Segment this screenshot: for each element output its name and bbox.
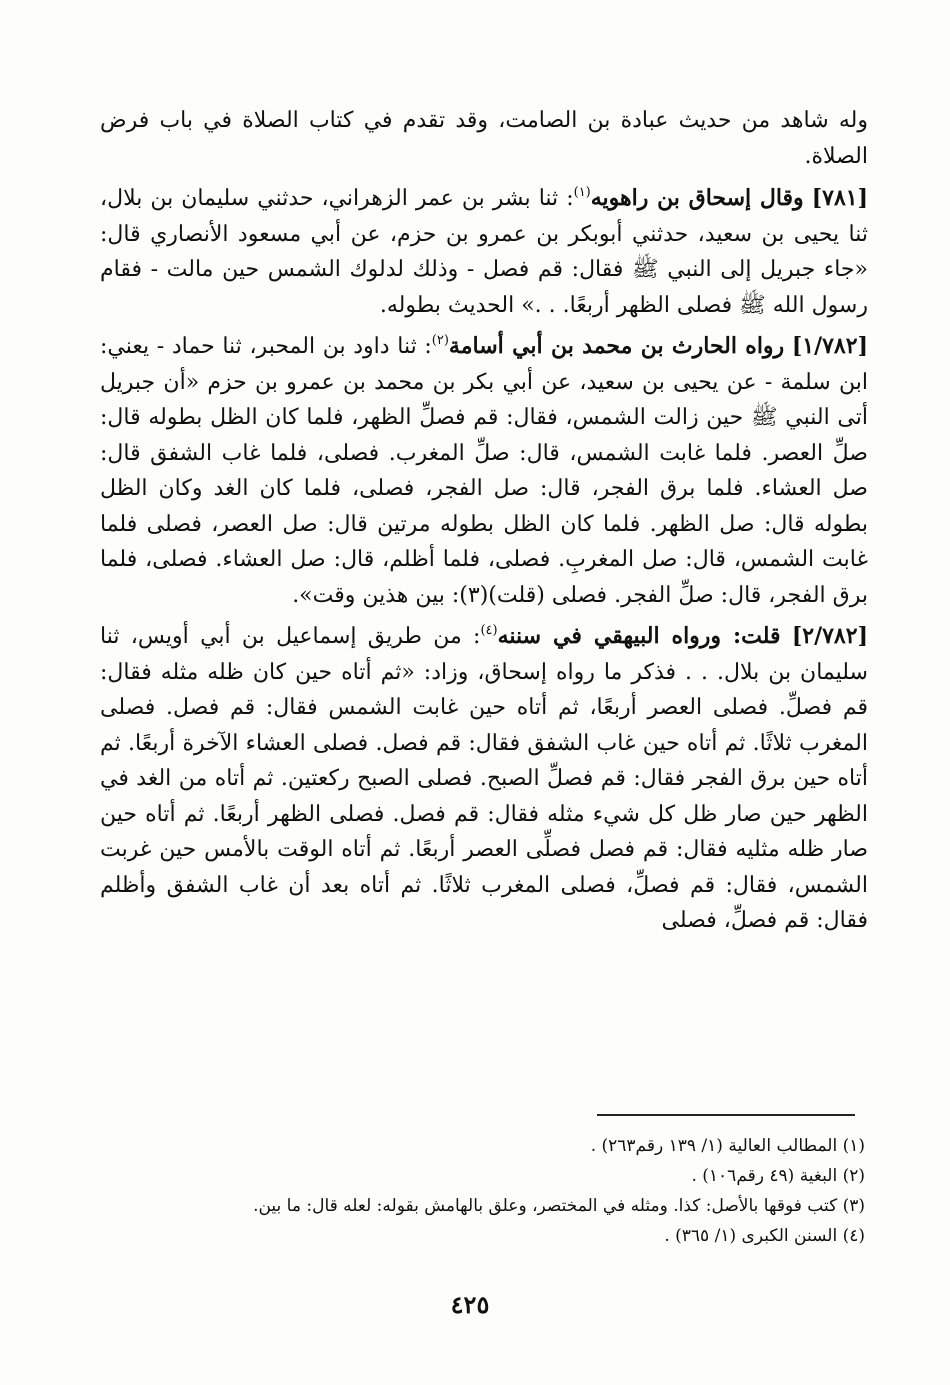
- hadith-number: [٧٨١]: [811, 185, 868, 211]
- footnote-divider: [597, 1114, 855, 1116]
- hadith-number: [١/٧٨٢]: [791, 333, 868, 359]
- paragraph-intro: [100, 103, 868, 174]
- paragraph-781: [100, 181, 868, 323]
- footnote-marker: (٤): [480, 623, 498, 638]
- page-number: ٤٢٥: [450, 1290, 490, 1319]
- paragraph-782-2: [100, 619, 868, 939]
- footnotes: [120, 1131, 865, 1251]
- hadith-number: [٢/٧٨٢]: [791, 623, 868, 649]
- footnote-marker: (٢): [431, 333, 449, 348]
- hadith-source-lead: قلت: ورواه البيهقي في سننه: [497, 623, 781, 649]
- hadith-source-lead: وقال إسحاق بن راهويه: [590, 185, 804, 211]
- footnote-1: (١) المطالب العالية (١/ ١٣٩ رقم٢٦٣) .: [590, 1136, 865, 1156]
- paragraph-text: : ثنا داود بن المحبر، ثنا حماد - يعني: ابن سلمة - عن يحيى بن سعيد، عن أبي بكر بن محمد بن عمرو بن حزم «أن جبريل أتى النبي ﷺ حين زالت الشمس، فقال: قم فصلِّ الظهر، فلما كان الظل بطوله قال: صلِّ العصر. فلما غابت الشمس، قال: صلِّ المغرب. فصلى، فلما غاب الشفق قال: صل العشاء. فلما برق الفجر، قال: صل الفجر، فصلى، فلما كان الغد وكان الظل بطوله قال: صل الظهر. فلما كان الظل بطوله مرتين قال: صل العصر، فصلى فلما غابت الشمس، قال: صل المغربِ. فصلى، فلما أظلم، قال: صل العشاء. فصلى، فلما برق الفجر، قال: صلِّ الفجر. فصلى (قلت)(٣): بين هذين وقت».: [100, 334, 868, 608]
- footnote-4: (٤) السنن الكبرى (١/ ٣٦٥) .: [664, 1226, 865, 1246]
- paragraph-text: : من طريق إسماعيل بن أبي أويس، ثنا سليمان بن بلال. . . فذكر ما رواه إسحاق، وزاد: «ثم أتاه حين كان ظله مثله فقال: قم فصلِّ. فصلى العصر أربعًا، ثم أتاه حين غابت الشمس فقال: قم فصل. فصلى المغرب ثلاثًا. ثم أتاه حين غاب الشفق فقال: قم فصل. فصلى العشاء الآخرة أربعًا. ثم أتاه حين برق الفجر فقال: قم فصلِّ الصبح. فصلى الصبح ركعتين. ثم أتاه من الغد في الظهر حين صار ظل كل شيء مثله فقال: قم فصل. فصلى الظهر أربعًا. ثم أتاه حين صار ظله مثليه فقال: قم فصل فصلِّى العصر أربعًا. ثم أتاه الوقت بالأمس حين غربت الشمس، فقال: قم فصلِّ، فصلى المغرب ثلاثًا. ثم أتاه بعد أن غاب الشفق وأظلم فقال: قم فصلِّ، فصلى: [100, 624, 868, 933]
- paragraph-text: : ثنا بشر بن عمر الزهراني، حدثني سليمان بن بلال، ثنا يحيى بن سعيد، حدثني أبوبكر بن عمرو بن حزم، عن أبي مسعود الأنصاري قال: «جاء جبريل إلى النبي ﷺ فقال: قم فصل - وذلك لدلوك الشمس حين مالت - فقام رسول الله ﷺ فصلى الظهر أربعًا. . .» الحديث بطوله.: [100, 186, 868, 318]
- hadith-source-lead: رواه الحارث بن محمد بن أبي أسامة: [448, 333, 785, 359]
- paragraph-text: وله شاهد من حديث عبادة بن الصامت، وقد تقدم في كتاب الصلاة في باب فرض الصلاة.: [100, 108, 868, 169]
- main-text: [100, 103, 868, 945]
- paragraph-782-1: [100, 329, 868, 613]
- footnote-3: (٣) كتب فوقها بالأصل: كذا. ومثله في المختصر، وعلق بالهامش بقوله: لعله قال: ما بين.: [253, 1196, 865, 1216]
- footnote-marker: (١): [573, 185, 591, 200]
- footnote-2: (٢) البغية (٤٩ رقم١٠٦) .: [691, 1166, 865, 1186]
